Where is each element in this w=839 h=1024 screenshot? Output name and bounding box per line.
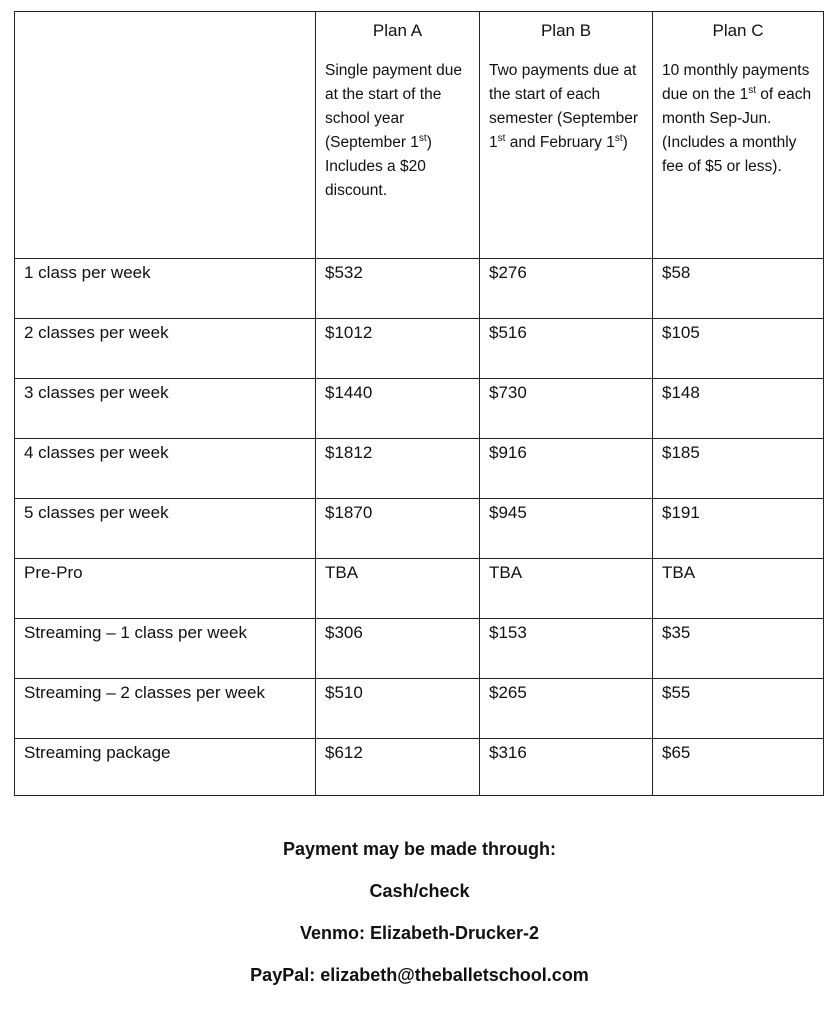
plan-a-price: $1870 — [325, 503, 373, 522]
plan-b-price: $945 — [489, 503, 527, 522]
plan-b-price: $265 — [489, 683, 527, 702]
plan-b-price: TBA — [489, 563, 523, 582]
table-row — [15, 739, 824, 796]
plan-c-name: Plan C — [712, 21, 764, 40]
plan-b-price: $916 — [489, 443, 527, 462]
row-label: 2 classes per week — [24, 323, 169, 342]
plan-c-price: $35 — [662, 623, 691, 642]
row-label: Streaming – 2 classes per week — [24, 683, 265, 702]
plan-c-price: $105 — [662, 323, 700, 342]
plan-b-header — [480, 12, 653, 259]
plan-b-price: $730 — [489, 383, 527, 402]
row-label: Streaming package — [24, 743, 171, 762]
payment-paypal: PayPal: elizabeth@theballetschool.com — [250, 965, 589, 985]
payment-venmo: Venmo: Elizabeth-Drucker-2 — [299, 923, 540, 943]
row-label: Streaming – 1 class per week — [24, 623, 247, 642]
plan-a-header — [316, 12, 480, 259]
plan-c-price: $191 — [662, 503, 700, 522]
row-label: 4 classes per week — [24, 443, 169, 462]
plan-a-price: $1012 — [325, 323, 373, 342]
plan-c-description: 10 monthly payments due on the 1st of each month Sep-Jun. (Includes a monthly fee of $5 or less). — [662, 62, 812, 175]
plan-header-row — [15, 12, 824, 259]
plan-a-price: $306 — [325, 623, 363, 642]
plan-c-price: $58 — [662, 263, 691, 282]
plan-b-price: $516 — [489, 323, 527, 342]
plan-c-price: TBA — [662, 563, 696, 582]
plan-c-price: $185 — [662, 443, 700, 462]
plan-c-price: $55 — [662, 683, 691, 702]
plan-c-price: $148 — [662, 383, 700, 402]
plan-b-price: $316 — [489, 743, 527, 762]
empty-corner-cell — [15, 12, 316, 259]
plan-b-description: Two payments due at the start of each semester (September 1st and February 1st) — [489, 62, 639, 151]
payment-cash: Cash/check — [369, 881, 470, 901]
table-row — [15, 439, 824, 499]
plan-a-price: $510 — [325, 683, 363, 702]
row-label: Pre-Pro — [24, 563, 83, 582]
row-label: 1 class per week — [24, 263, 151, 282]
plan-a-description: Single payment due at the start of the school year (September 1st) Includes a $20 discount. — [325, 62, 463, 199]
plan-a-price: TBA — [325, 563, 359, 582]
plan-c-header — [653, 12, 824, 259]
table-row — [15, 319, 824, 379]
pricing-table — [14, 11, 824, 796]
payment-info — [0, 836, 839, 1004]
plan-b-price: $276 — [489, 263, 527, 282]
table-row — [15, 259, 824, 319]
plan-a-price: $532 — [325, 263, 363, 282]
plan-a-name: Plan A — [372, 21, 423, 40]
plan-b-price: $153 — [489, 623, 527, 642]
plan-a-price: $612 — [325, 743, 363, 762]
payment-heading: Payment may be made through: — [282, 839, 557, 859]
plan-c-price: $65 — [662, 743, 691, 762]
table-row — [15, 559, 824, 619]
row-label: 3 classes per week — [24, 383, 169, 402]
plan-a-price: $1440 — [325, 383, 373, 402]
table-row — [15, 619, 824, 679]
table-row — [15, 499, 824, 559]
table-row — [15, 379, 824, 439]
plan-b-name: Plan B — [540, 21, 592, 40]
plan-a-price: $1812 — [325, 443, 373, 462]
row-label: 5 classes per week — [24, 503, 169, 522]
table-row — [15, 679, 824, 739]
